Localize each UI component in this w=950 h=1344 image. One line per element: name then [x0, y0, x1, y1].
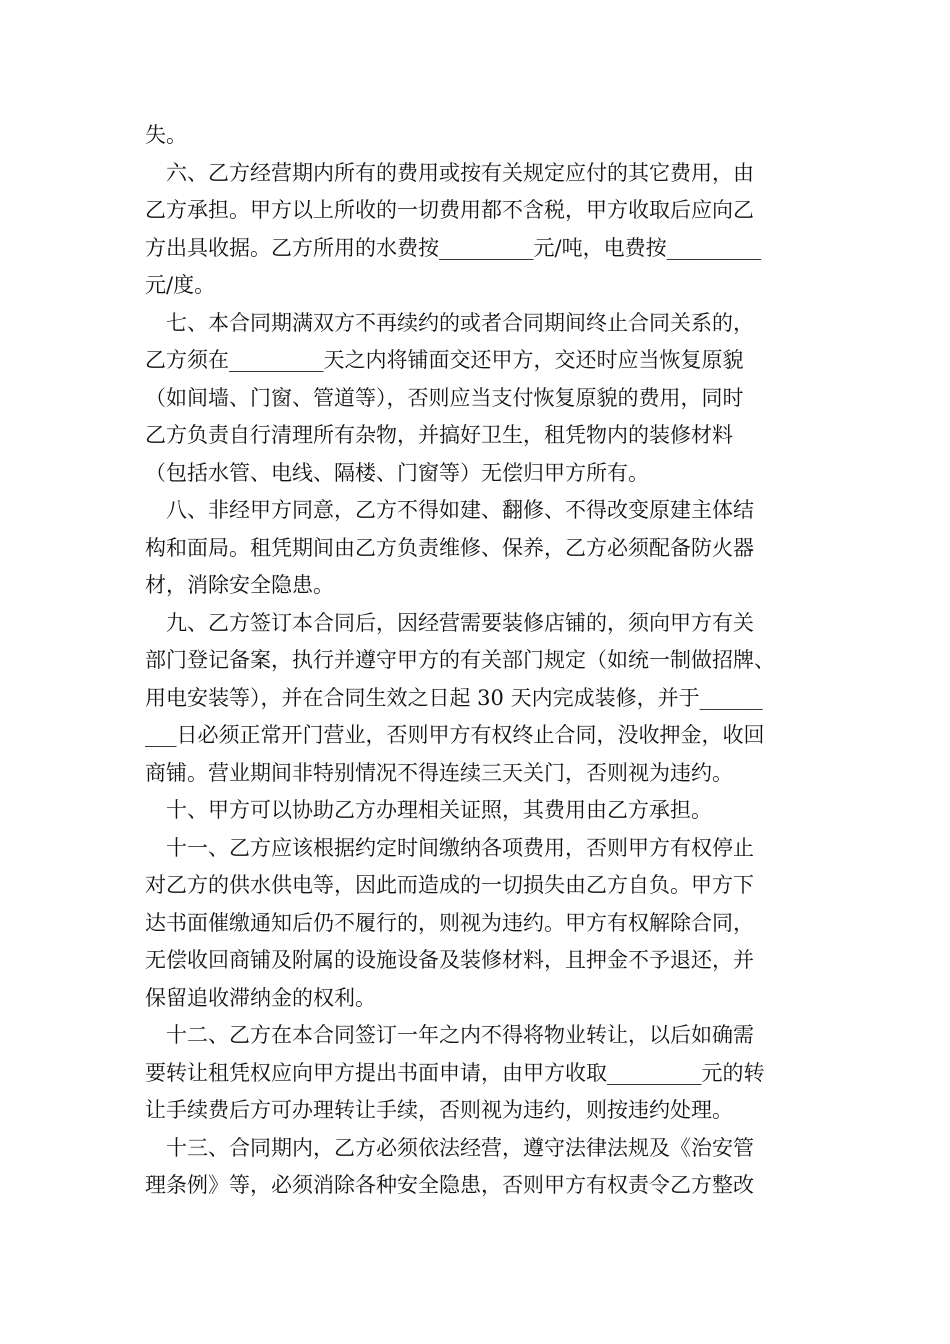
text-line: 七、本合同期满双方不再续约的或者合同期间终止合同关系的， [166, 311, 754, 335]
text-line: 方出具收据。乙方所用的水费按_________元/吨，电费按_________ [145, 236, 762, 260]
text-line: 乙方负责自行清理所有杂物，并搞好卫生，租凭物内的装修材料 [145, 423, 733, 447]
text-line: 乙方承担。甲方以上所收的一切费用都不含税，甲方收取后应向乙 [145, 198, 754, 222]
text-line: 元/度。 [145, 273, 216, 297]
text-line: 十三、合同期内，乙方必须依法经营，遵守法律法规及《治安管 [166, 1136, 754, 1160]
text-line: 达书面催缴通知后仍不履行的，则视为违约。甲方有权解除合同， [145, 911, 754, 935]
text-line: ___日必须正常开门营业，否则甲方有权终止合同，没收押金，收回 [145, 723, 765, 747]
text-line: 要转让租凭权应向甲方提出书面申请，由甲方收取_________元的转 [145, 1061, 765, 1085]
text-line: 材，消除安全隐患。 [145, 573, 334, 597]
text-line: 六、乙方经营期内所有的费用或按有关规定应付的其它费用，由 [166, 161, 754, 185]
text-line: 对乙方的供水供电等，因此而造成的一切损失由乙方自负。甲方下 [145, 873, 754, 897]
text-line: 乙方须在_________天之内将铺面交还甲方，交还时应当恢复原貌 [145, 348, 744, 372]
text-line: 理条例》等，必须消除各种安全隐患，否则甲方有权责令乙方整改 [145, 1173, 754, 1197]
text-line: 用电安装等），并在合同生效之日起 30 天内完成装修，并于______ [145, 686, 763, 710]
text-line: 十二、乙方在本合同签订一年之内不得将物业转让，以后如确需 [166, 1023, 754, 1047]
text-line: 保留追收滞纳金的权利。 [145, 986, 376, 1010]
text-line: 十一、乙方应该根据约定时间缴纳各项费用，否则甲方有权停止 [166, 836, 754, 860]
text-line: 部门登记备案，执行并遵守甲方的有关部门规定（如统一制做招牌、 [145, 648, 775, 672]
text-line: 十、甲方可以协助乙方办理相关证照，其费用由乙方承担。 [166, 798, 712, 822]
text-line: 八、非经甲方同意，乙方不得如建、翻修、不得改变原建主体结 [166, 498, 754, 522]
text-line: 让手续费后方可办理转让手续，否则视为违约，则按违约处理。 [145, 1098, 733, 1122]
text-line: （如间墙、门窗、管道等），否则应当支付恢复原貌的费用，同时 [145, 386, 744, 410]
text-line: 构和面局。租凭期间由乙方负责维修、保养，乙方必须配备防火器 [145, 536, 754, 560]
text-line: 商铺。营业期间非特别情况不得连续三天关门，否则视为违约。 [145, 761, 733, 785]
text-line: 无偿收回商铺及附属的设施设备及装修材料，且押金不予退还，并 [145, 948, 754, 972]
text-line: 失。 [145, 123, 187, 147]
text-line: （包括水管、电线、隔楼、门窗等）无偿归甲方所有。 [145, 461, 649, 485]
text-line: 九、乙方签订本合同后，因经营需要装修店铺的，须向甲方有关 [166, 611, 754, 635]
